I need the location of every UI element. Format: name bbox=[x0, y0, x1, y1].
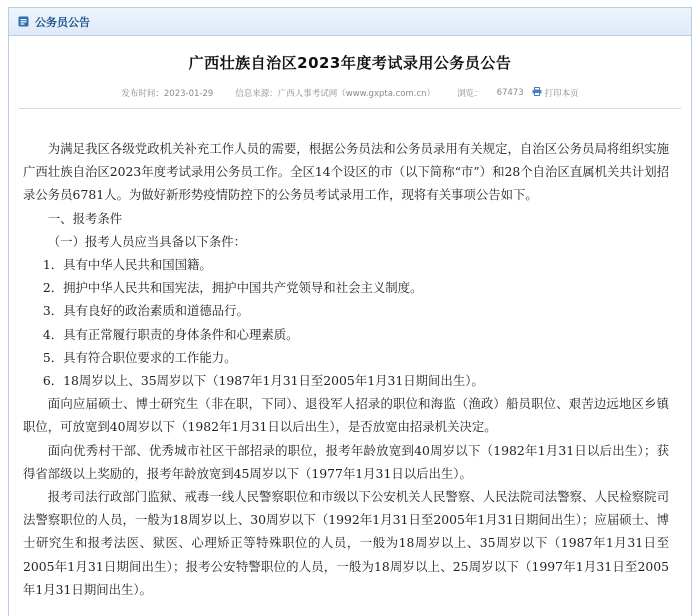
intro-paragraph: 为满足我区各级党政机关补充工作人员的需要，根据公务员法和公务员录用有关规定，自治区公务员局将组织实施广西壮族自治区2023年度考试录用公务员工作。全区14个设区的市（以下简称“市”）和28个自治区直属机关共计划招录公务员6781人。为做好新形势疫情防控下的公务员考试录用工作，现将有关事项公告如下。 bbox=[23, 141, 669, 203]
condition-item: 4．具有正常履行职责的身体条件和心理素质。 bbox=[42, 326, 299, 342]
print-button[interactable] bbox=[532, 87, 579, 99]
announcement-panel bbox=[8, 7, 692, 616]
condition-item: 6．18周岁以上、35周岁以下（1987年1月31日至2005年1月31日期间出生）。 bbox=[42, 373, 484, 389]
body-paragraph: 面向优秀村干部、优秀城市社区干部招录的职位，报考年龄放宽到40周岁以下（1982年1月31日以后出生）；获得省部级以上奖励的，报考年龄放宽到45周岁以下（1977年1月31日以后出生）。 bbox=[23, 442, 669, 481]
condition-item: 5．具有符合职位要求的工作能力。 bbox=[42, 349, 237, 365]
condition-item: 2．拥护中华人民共和国宪法，拥护中国共产党领导和社会主义制度。 bbox=[42, 280, 423, 296]
subsection-heading: （一）报考人员应当具备以下条件： bbox=[47, 233, 247, 249]
section-label[interactable]: 公务员公告 bbox=[35, 15, 90, 29]
panel-header bbox=[9, 8, 691, 36]
views-count: 67473 bbox=[496, 88, 524, 98]
article-meta bbox=[9, 87, 691, 99]
body-paragraph: 报考司法行政部门监狱、戒毒一线人民警察职位和市级以下公安机关人民警察、人民法院司法警察、人民检察院司法警察职位的人员，一般为18周岁以上、30周岁以下（1992年1月31日至2005年1月31日期间出生）；应届硕士、博士研究生和报考法医、狱医、心理矫正等特殊职位的人员，一般为18周岁以上、35周岁以下（1987年1月31日至2005年1月31日期间出生）；报考公安特警职位的人员，一般为18周岁以上、25周岁以下（1997年1月31日至2005年1月31日期间出生）。 bbox=[23, 489, 669, 597]
divider bbox=[19, 108, 681, 109]
article-body bbox=[9, 137, 691, 601]
print-label: 打印本页 bbox=[544, 89, 579, 99]
views-label: 浏览： bbox=[457, 89, 483, 99]
info-source: 信息来源：广西人事考试网（www.gxpta.com.cn） bbox=[235, 89, 436, 99]
publish-time: 发布时间：2023-01-29 bbox=[121, 89, 214, 99]
page-title: 广西壮族自治区2023年度考试录用公务员公告 bbox=[188, 54, 512, 72]
section-heading: 一、报考条件 bbox=[47, 210, 123, 226]
body-paragraph: 面向应届硕士、博士研究生（非在职，下同）、退役军人招录的职位和海监（渔政）船员职位、艰苦边远地区乡镇职位，可放宽到40周岁以下（1982年1月31日以后出生），是否放宽由招录机关决定。 bbox=[23, 396, 669, 435]
condition-item: 3．具有良好的政治素质和道德品行。 bbox=[42, 303, 249, 319]
condition-item: 1．具有中华人民共和国国籍。 bbox=[42, 257, 212, 273]
printer-icon bbox=[532, 87, 542, 99]
list-icon bbox=[15, 14, 31, 30]
